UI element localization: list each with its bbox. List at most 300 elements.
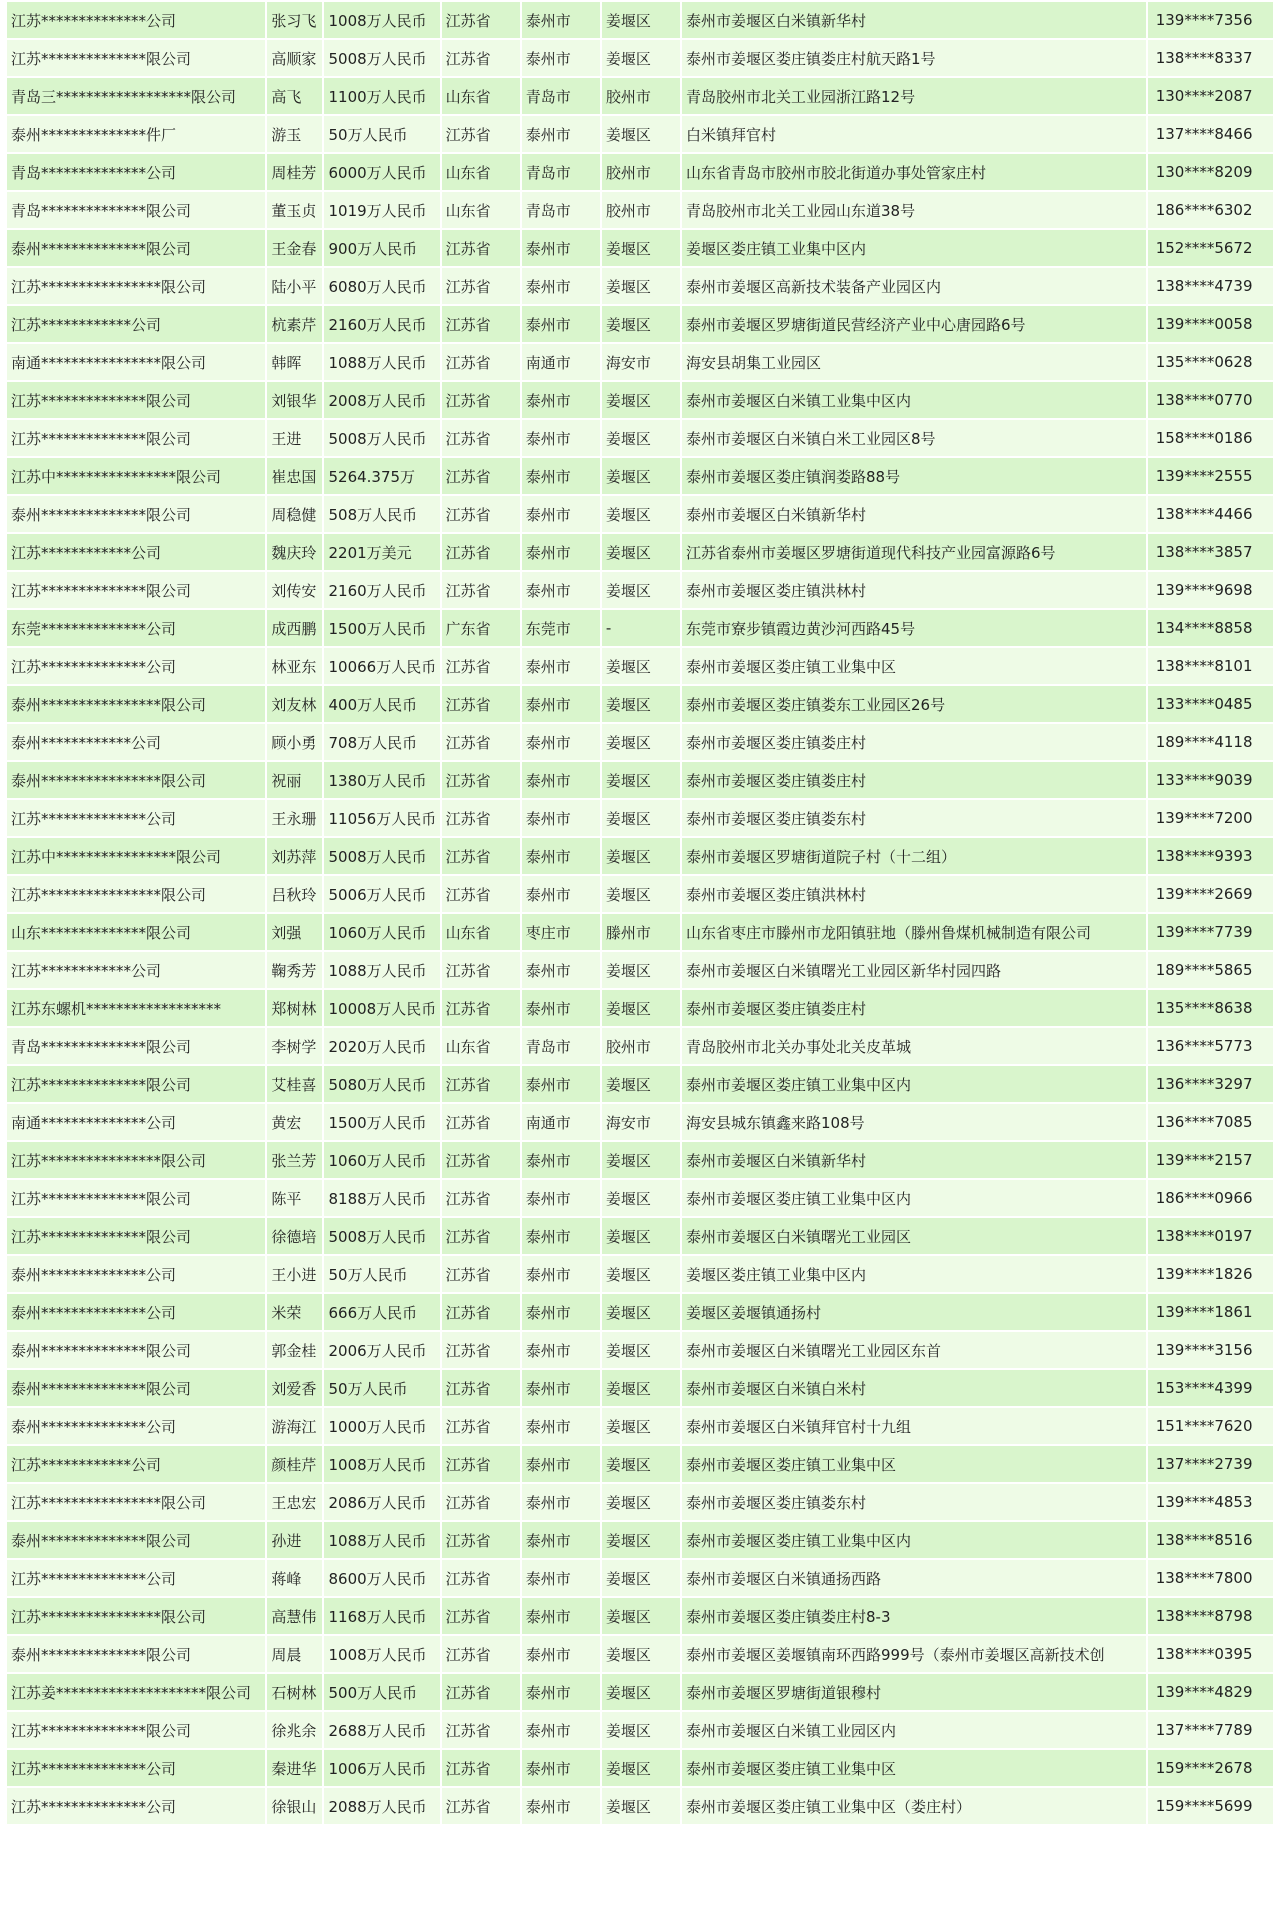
table-row: [7, 1066, 1273, 1102]
province-cell: 江苏省: [442, 1370, 520, 1406]
address-cell: 泰州市姜堰区罗塘街道银穆村: [682, 1674, 1146, 1710]
phone-cell: 138****0395: [1148, 1636, 1273, 1672]
table-row: [7, 1408, 1273, 1444]
province-cell: 江苏省: [442, 724, 520, 760]
phone-cell: 139****4853: [1148, 1484, 1273, 1520]
city-cell: 泰州市: [522, 1294, 600, 1330]
province-cell: 江苏省: [442, 116, 520, 152]
city-cell: 东莞市: [522, 610, 600, 646]
city-cell: 泰州市: [522, 1674, 600, 1710]
table-row: [7, 1788, 1273, 1824]
registered-capital-cell: 1500万人民币: [324, 610, 439, 646]
company-name-cell: 江苏****************限公司: [7, 876, 265, 912]
registered-capital-cell: 1019万人民币: [324, 192, 439, 228]
province-cell: 江苏省: [442, 1104, 520, 1140]
province-cell: 江苏省: [442, 1332, 520, 1368]
company-name-cell: 江苏****************限公司: [7, 268, 265, 304]
phone-cell: 136****7085: [1148, 1104, 1273, 1140]
province-cell: 江苏省: [442, 876, 520, 912]
district-cell: 姜堰区: [602, 1522, 680, 1558]
company-name-cell: 江苏************公司: [7, 952, 265, 988]
registered-capital-cell: 8188万人民币: [324, 1180, 439, 1216]
table-row: [7, 610, 1273, 646]
legal-person-cell: 高慧伟: [267, 1598, 322, 1634]
table-row: [7, 420, 1273, 456]
address-cell: 泰州市姜堰区白米镇通扬西路: [682, 1560, 1146, 1596]
phone-cell: 153****4399: [1148, 1370, 1273, 1406]
province-cell: 山东省: [442, 78, 520, 114]
table-row: [7, 1294, 1273, 1330]
province-cell: 江苏省: [442, 1750, 520, 1786]
phone-cell: 130****2087: [1148, 78, 1273, 114]
city-cell: 泰州市: [522, 2, 600, 38]
city-cell: 泰州市: [522, 1370, 600, 1406]
city-cell: 泰州市: [522, 40, 600, 76]
company-name-cell: 山东**************限公司: [7, 914, 265, 950]
city-cell: 泰州市: [522, 1142, 600, 1178]
district-cell: 胶州市: [602, 192, 680, 228]
address-cell: 泰州市姜堰区娄庄镇娄东村: [682, 800, 1146, 836]
city-cell: 泰州市: [522, 1522, 600, 1558]
address-cell: 姜堰区姜堰镇通扬村: [682, 1294, 1146, 1330]
registered-capital-cell: 5008万人民币: [324, 40, 439, 76]
district-cell: 姜堰区: [602, 1674, 680, 1710]
phone-cell: 135****8638: [1148, 990, 1273, 1026]
company-name-cell: 江苏****************限公司: [7, 1484, 265, 1520]
table-row: [7, 800, 1273, 836]
table-row: [7, 724, 1273, 760]
phone-cell: 139****2669: [1148, 876, 1273, 912]
district-cell: 姜堰区: [602, 724, 680, 760]
table-row: [7, 1256, 1273, 1292]
registered-capital-cell: 900万人民币: [324, 230, 439, 266]
company-name-cell: 青岛**************限公司: [7, 1028, 265, 1064]
legal-person-cell: 游玉: [267, 116, 322, 152]
phone-cell: 138****9393: [1148, 838, 1273, 874]
legal-person-cell: 秦进华: [267, 1750, 322, 1786]
district-cell: 姜堰区: [602, 1294, 680, 1330]
district-cell: 姜堰区: [602, 1218, 680, 1254]
registered-capital-cell: 8600万人民币: [324, 1560, 439, 1596]
registered-capital-cell: 1100万人民币: [324, 78, 439, 114]
registered-capital-cell: 1088万人民币: [324, 344, 439, 380]
address-cell: 山东省青岛市胶州市胶北街道办事处管家庄村: [682, 154, 1146, 190]
table-row: [7, 40, 1273, 76]
legal-person-cell: 游海江: [267, 1408, 322, 1444]
legal-person-cell: 刘强: [267, 914, 322, 950]
registered-capital-cell: 1000万人民币: [324, 1408, 439, 1444]
registered-capital-cell: 50万人民币: [324, 116, 439, 152]
table-row: [7, 762, 1273, 798]
province-cell: 山东省: [442, 192, 520, 228]
province-cell: 山东省: [442, 914, 520, 950]
legal-person-cell: 刘苏萍: [267, 838, 322, 874]
registered-capital-cell: 6080万人民币: [324, 268, 439, 304]
company-name-cell: 江苏**************限公司: [7, 572, 265, 608]
registered-capital-cell: 2008万人民币: [324, 382, 439, 418]
company-name-cell: 泰州**************限公司: [7, 1332, 265, 1368]
table-row: [7, 1750, 1273, 1786]
legal-person-cell: 周晨: [267, 1636, 322, 1672]
address-cell: 泰州市姜堰区罗塘街道民营经济产业中心唐园路6号: [682, 306, 1146, 342]
company-name-cell: 泰州**************限公司: [7, 1522, 265, 1558]
legal-person-cell: 王进: [267, 420, 322, 456]
company-name-cell: 青岛三******************限公司: [7, 78, 265, 114]
company-name-cell: 泰州**************限公司: [7, 1636, 265, 1672]
phone-cell: 186****6302: [1148, 192, 1273, 228]
table-row: [7, 458, 1273, 494]
city-cell: 青岛市: [522, 192, 600, 228]
district-cell: 姜堰区: [602, 2, 680, 38]
city-cell: 泰州市: [522, 1218, 600, 1254]
company-name-cell: 泰州**************限公司: [7, 1370, 265, 1406]
legal-person-cell: 刘传安: [267, 572, 322, 608]
province-cell: 江苏省: [442, 344, 520, 380]
phone-cell: 138****4739: [1148, 268, 1273, 304]
phone-cell: 137****7789: [1148, 1712, 1273, 1748]
legal-person-cell: 杭素芹: [267, 306, 322, 342]
address-cell: 泰州市姜堰区娄庄镇娄庄村: [682, 724, 1146, 760]
city-cell: 泰州市: [522, 458, 600, 494]
city-cell: 泰州市: [522, 1332, 600, 1368]
company-name-cell: 江苏****************限公司: [7, 1142, 265, 1178]
legal-person-cell: 孙进: [267, 1522, 322, 1558]
registered-capital-cell: 2088万人民币: [324, 1788, 439, 1824]
province-cell: 江苏省: [442, 1218, 520, 1254]
company-name-cell: 江苏中****************限公司: [7, 838, 265, 874]
phone-cell: 136****3297: [1148, 1066, 1273, 1102]
address-cell: 泰州市姜堰区白米镇新华村: [682, 1142, 1146, 1178]
district-cell: 姜堰区: [602, 1560, 680, 1596]
city-cell: 泰州市: [522, 1788, 600, 1824]
legal-person-cell: 张习飞: [267, 2, 322, 38]
phone-cell: 137****2739: [1148, 1446, 1273, 1482]
province-cell: 江苏省: [442, 1522, 520, 1558]
district-cell: 姜堰区: [602, 1256, 680, 1292]
city-cell: 泰州市: [522, 1180, 600, 1216]
legal-person-cell: 石树林: [267, 1674, 322, 1710]
province-cell: 江苏省: [442, 40, 520, 76]
address-cell: 泰州市姜堰区娄庄镇娄东工业园区26号: [682, 686, 1146, 722]
table-row: [7, 1370, 1273, 1406]
district-cell: 姜堰区: [602, 1066, 680, 1102]
district-cell: 姜堰区: [602, 648, 680, 684]
city-cell: 泰州市: [522, 648, 600, 684]
district-cell: 姜堰区: [602, 1712, 680, 1748]
province-cell: 江苏省: [442, 2, 520, 38]
address-cell: 泰州市姜堰区娄庄镇工业集中区: [682, 1750, 1146, 1786]
phone-cell: 151****7620: [1148, 1408, 1273, 1444]
address-cell: 泰州市姜堰区白米镇新华村: [682, 2, 1146, 38]
address-cell: 东莞市寮步镇霞边黄沙河西路45号: [682, 610, 1146, 646]
company-name-cell: 泰州****************限公司: [7, 686, 265, 722]
district-cell: 姜堰区: [602, 1598, 680, 1634]
legal-person-cell: 郭金桂: [267, 1332, 322, 1368]
district-cell: 姜堰区: [602, 1446, 680, 1482]
phone-cell: 139****7739: [1148, 914, 1273, 950]
province-cell: 江苏省: [442, 686, 520, 722]
phone-cell: 138****8516: [1148, 1522, 1273, 1558]
legal-person-cell: 周桂芳: [267, 154, 322, 190]
district-cell: 胶州市: [602, 78, 680, 114]
table-row: [7, 382, 1273, 418]
province-cell: 江苏省: [442, 1408, 520, 1444]
phone-cell: 139****0058: [1148, 306, 1273, 342]
city-cell: 泰州市: [522, 990, 600, 1026]
address-cell: 泰州市姜堰区娄庄镇工业集中区内: [682, 1522, 1146, 1558]
province-cell: 江苏省: [442, 800, 520, 836]
phone-cell: 159****2678: [1148, 1750, 1273, 1786]
company-name-cell: 南通****************限公司: [7, 344, 265, 380]
district-cell: 姜堰区: [602, 382, 680, 418]
company-name-cell: 江苏************公司: [7, 306, 265, 342]
company-name-cell: 江苏**************限公司: [7, 420, 265, 456]
district-cell: -: [602, 610, 680, 646]
registered-capital-cell: 1168万人民币: [324, 1598, 439, 1634]
city-cell: 泰州市: [522, 230, 600, 266]
phone-cell: 186****0966: [1148, 1180, 1273, 1216]
registered-capital-cell: 1008万人民币: [324, 2, 439, 38]
address-cell: 泰州市姜堰区娄庄镇娄庄村: [682, 762, 1146, 798]
registered-capital-cell: 50万人民币: [324, 1256, 439, 1292]
company-name-cell: 江苏************公司: [7, 1446, 265, 1482]
address-cell: 山东省枣庄市滕州市龙阳镇驻地（滕州鲁煤机械制造有限公司: [682, 914, 1146, 950]
table-row: [7, 1142, 1273, 1178]
phone-cell: 139****7356: [1148, 2, 1273, 38]
address-cell: 泰州市姜堰区白米镇新华村: [682, 496, 1146, 532]
table-row: [7, 344, 1273, 380]
company-name-cell: 江苏**************限公司: [7, 1218, 265, 1254]
district-cell: 姜堰区: [602, 800, 680, 836]
table-row: [7, 990, 1273, 1026]
district-cell: 姜堰区: [602, 1408, 680, 1444]
company-name-cell: 江苏**************限公司: [7, 1180, 265, 1216]
phone-cell: 138****8337: [1148, 40, 1273, 76]
address-cell: 白米镇拜官村: [682, 116, 1146, 152]
phone-cell: 158****0186: [1148, 420, 1273, 456]
legal-person-cell: 郑树林: [267, 990, 322, 1026]
legal-person-cell: 颜桂芹: [267, 1446, 322, 1482]
city-cell: 泰州市: [522, 1408, 600, 1444]
province-cell: 山东省: [442, 1028, 520, 1064]
address-cell: 泰州市姜堰区白米镇工业园区内: [682, 1712, 1146, 1748]
registered-capital-cell: 1380万人民币: [324, 762, 439, 798]
legal-person-cell: 黄宏: [267, 1104, 322, 1140]
province-cell: 江苏省: [442, 230, 520, 266]
registered-capital-cell: 508万人民币: [324, 496, 439, 532]
district-cell: 姜堰区: [602, 1332, 680, 1368]
district-cell: 姜堰区: [602, 1750, 680, 1786]
province-cell: 江苏省: [442, 952, 520, 988]
province-cell: 江苏省: [442, 306, 520, 342]
district-cell: 姜堰区: [602, 534, 680, 570]
company-name-cell: 江苏**************限公司: [7, 1712, 265, 1748]
company-name-cell: 江苏**************公司: [7, 1788, 265, 1824]
company-name-cell: 泰州****************限公司: [7, 762, 265, 798]
address-cell: 泰州市姜堰区白米镇拜官村十九组: [682, 1408, 1146, 1444]
city-cell: 泰州市: [522, 116, 600, 152]
legal-person-cell: 林亚东: [267, 648, 322, 684]
phone-cell: 133****9039: [1148, 762, 1273, 798]
company-name-cell: 江苏**************公司: [7, 2, 265, 38]
district-cell: 姜堰区: [602, 990, 680, 1026]
city-cell: 泰州市: [522, 306, 600, 342]
phone-cell: 138****8101: [1148, 648, 1273, 684]
phone-cell: 138****7800: [1148, 1560, 1273, 1596]
legal-person-cell: 陆小平: [267, 268, 322, 304]
registered-capital-cell: 2688万人民币: [324, 1712, 439, 1748]
address-cell: 海安县胡集工业园区: [682, 344, 1146, 380]
city-cell: 南通市: [522, 1104, 600, 1140]
address-cell: 泰州市姜堰区娄庄镇工业集中区: [682, 648, 1146, 684]
city-cell: 泰州市: [522, 534, 600, 570]
province-cell: 江苏省: [442, 1446, 520, 1482]
district-cell: 姜堰区: [602, 306, 680, 342]
company-name-cell: 泰州**************公司: [7, 1294, 265, 1330]
province-cell: 江苏省: [442, 534, 520, 570]
legal-person-cell: 徐兆余: [267, 1712, 322, 1748]
company-name-cell: 泰州**************件厂: [7, 116, 265, 152]
legal-person-cell: 王小进: [267, 1256, 322, 1292]
legal-person-cell: 艾桂喜: [267, 1066, 322, 1102]
address-cell: 泰州市姜堰区娄庄镇润娄路88号: [682, 458, 1146, 494]
table-row: [7, 154, 1273, 190]
city-cell: 青岛市: [522, 154, 600, 190]
address-cell: 姜堰区娄庄镇工业集中区内: [682, 230, 1146, 266]
phone-cell: 189****5865: [1148, 952, 1273, 988]
table-row: [7, 876, 1273, 912]
province-cell: 江苏省: [442, 1180, 520, 1216]
phone-cell: 135****0628: [1148, 344, 1273, 380]
registered-capital-cell: 2006万人民币: [324, 1332, 439, 1368]
registered-capital-cell: 1008万人民币: [324, 1446, 439, 1482]
legal-person-cell: 王忠宏: [267, 1484, 322, 1520]
company-name-cell: 江苏中****************限公司: [7, 458, 265, 494]
company-name-cell: 江苏姜********************限公司: [7, 1674, 265, 1710]
table-row: [7, 1636, 1273, 1672]
company-table: [5, 0, 1275, 1826]
phone-cell: 134****8858: [1148, 610, 1273, 646]
phone-cell: 138****0197: [1148, 1218, 1273, 1254]
company-name-cell: 江苏**************公司: [7, 1750, 265, 1786]
legal-person-cell: 陈平: [267, 1180, 322, 1216]
phone-cell: 138****0770: [1148, 382, 1273, 418]
registered-capital-cell: 2201万美元: [324, 534, 439, 570]
registered-capital-cell: 5080万人民币: [324, 1066, 439, 1102]
city-cell: 泰州市: [522, 686, 600, 722]
district-cell: 姜堰区: [602, 1636, 680, 1672]
table-row: [7, 268, 1273, 304]
company-table-container: [5, 0, 1275, 1826]
phone-cell: 130****8209: [1148, 154, 1273, 190]
city-cell: 泰州市: [522, 1712, 600, 1748]
registered-capital-cell: 1088万人民币: [324, 1522, 439, 1558]
city-cell: 泰州市: [522, 268, 600, 304]
registered-capital-cell: 5008万人民币: [324, 838, 439, 874]
city-cell: 泰州市: [522, 572, 600, 608]
table-row: [7, 572, 1273, 608]
registered-capital-cell: 666万人民币: [324, 1294, 439, 1330]
phone-cell: 139****2555: [1148, 458, 1273, 494]
district-cell: 姜堰区: [602, 496, 680, 532]
address-cell: 姜堰区娄庄镇工业集中区内: [682, 1256, 1146, 1292]
province-cell: 江苏省: [442, 420, 520, 456]
legal-person-cell: 蒋峰: [267, 1560, 322, 1596]
phone-cell: 139****2157: [1148, 1142, 1273, 1178]
company-name-cell: 泰州**************公司: [7, 1256, 265, 1292]
district-cell: 胶州市: [602, 154, 680, 190]
registered-capital-cell: 10008万人民币: [324, 990, 439, 1026]
table-row: [7, 230, 1273, 266]
company-name-cell: 泰州**************限公司: [7, 496, 265, 532]
legal-person-cell: 成西鹏: [267, 610, 322, 646]
address-cell: 泰州市姜堰区娄庄镇工业集中区内: [682, 1066, 1146, 1102]
city-cell: 南通市: [522, 344, 600, 380]
address-cell: 青岛胶州市北关办事处北关皮革城: [682, 1028, 1146, 1064]
district-cell: 姜堰区: [602, 268, 680, 304]
phone-cell: 139****7200: [1148, 800, 1273, 836]
registered-capital-cell: 400万人民币: [324, 686, 439, 722]
legal-person-cell: 李树学: [267, 1028, 322, 1064]
legal-person-cell: 徐银山: [267, 1788, 322, 1824]
company-name-cell: 青岛**************公司: [7, 154, 265, 190]
address-cell: 泰州市姜堰区白米镇曙光工业园区: [682, 1218, 1146, 1254]
phone-cell: 139****9698: [1148, 572, 1273, 608]
district-cell: 滕州市: [602, 914, 680, 950]
province-cell: 江苏省: [442, 1560, 520, 1596]
address-cell: 泰州市姜堰区姜堰镇南环西路999号（泰州市姜堰区高新技术创: [682, 1636, 1146, 1672]
legal-person-cell: 刘爱香: [267, 1370, 322, 1406]
registered-capital-cell: 1060万人民币: [324, 914, 439, 950]
district-cell: 姜堰区: [602, 762, 680, 798]
address-cell: 泰州市姜堰区罗塘街道院子村（十二组）: [682, 838, 1146, 874]
registered-capital-cell: 2160万人民币: [324, 306, 439, 342]
address-cell: 泰州市姜堰区娄庄镇工业集中区: [682, 1446, 1146, 1482]
address-cell: 泰州市姜堰区白米镇曙光工业园区东首: [682, 1332, 1146, 1368]
company-name-cell: 泰州************公司: [7, 724, 265, 760]
registered-capital-cell: 50万人民币: [324, 1370, 439, 1406]
address-cell: 青岛胶州市北关工业园浙江路12号: [682, 78, 1146, 114]
table-row: [7, 1180, 1273, 1216]
address-cell: 江苏省泰州市姜堰区罗塘街道现代科技产业园富源路6号: [682, 534, 1146, 570]
table-row: [7, 496, 1273, 532]
table-row: [7, 1484, 1273, 1520]
city-cell: 泰州市: [522, 1446, 600, 1482]
company-name-cell: 江苏**************限公司: [7, 40, 265, 76]
legal-person-cell: 高顺家: [267, 40, 322, 76]
table-row: [7, 306, 1273, 342]
address-cell: 泰州市姜堰区娄庄镇洪林村: [682, 572, 1146, 608]
table-row: [7, 1446, 1273, 1482]
legal-person-cell: 徐德培: [267, 1218, 322, 1254]
legal-person-cell: 张兰芳: [267, 1142, 322, 1178]
legal-person-cell: 高飞: [267, 78, 322, 114]
table-row: [7, 1104, 1273, 1140]
company-name-cell: 泰州**************限公司: [7, 230, 265, 266]
legal-person-cell: 魏庆玲: [267, 534, 322, 570]
table-row: [7, 2, 1273, 38]
table-row: [7, 648, 1273, 684]
company-name-cell: 江苏************公司: [7, 534, 265, 570]
district-cell: 海安市: [602, 344, 680, 380]
company-name-cell: 江苏**************公司: [7, 648, 265, 684]
district-cell: 姜堰区: [602, 1370, 680, 1406]
phone-cell: 136****5773: [1148, 1028, 1273, 1064]
registered-capital-cell: 2160万人民币: [324, 572, 439, 608]
address-cell: 泰州市姜堰区娄庄镇娄庄村8-3: [682, 1598, 1146, 1634]
province-cell: 江苏省: [442, 1598, 520, 1634]
registered-capital-cell: 708万人民币: [324, 724, 439, 760]
